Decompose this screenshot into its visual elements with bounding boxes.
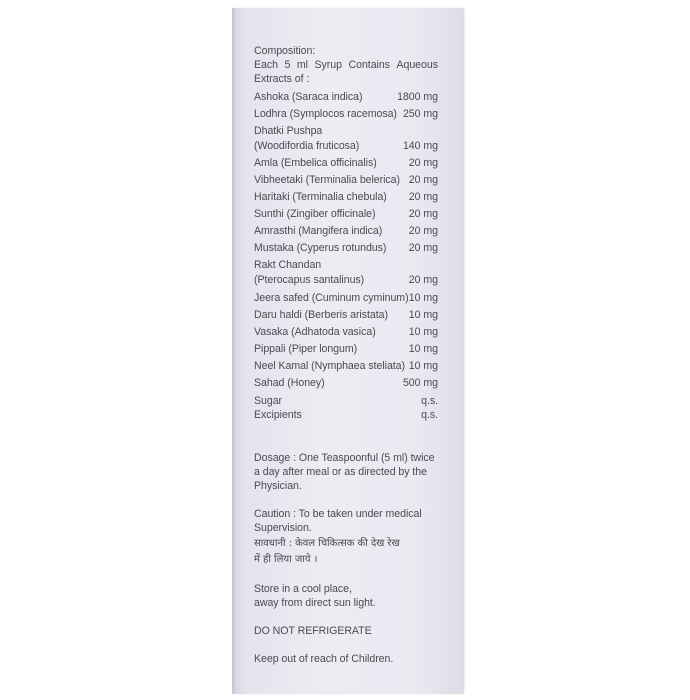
label-text-block [254, 44, 438, 666]
ingredient-row: (Pterocapus santalinus) 20 mg [254, 274, 438, 287]
carton-edge [232, 8, 237, 694]
ingredient-name-line1: Dhatki Pushpa [254, 124, 323, 137]
dosage-text: Dosage : One Teaspoonful (5 ml) twice a day after meal or as directed by the Physician. [254, 451, 435, 493]
caution-text: Caution : To be taken under medical Supervision. [254, 508, 422, 535]
ingredient-row: Amla (Embelica officinalis) 20 mg [254, 156, 438, 169]
ingredient-row: Sahad (Honey) 500 mg [254, 377, 438, 390]
composition-heading: Composition: [254, 45, 316, 57]
ingredient-row: Amrasthi (Mangifera indica) 20 mg [254, 225, 438, 238]
ingredient-row: Jeera safed (Cuminum cyminum) 10 mg [254, 291, 438, 304]
ingredient-row: Sunthi (Zingiber officinale) 20 mg [254, 208, 438, 221]
children-warning: Keep out of reach of Children. [254, 653, 394, 666]
ingredient-row: Ashoka (Saraca indica) 1800 mg [254, 90, 438, 103]
sugar-row: Sugar q.s. [254, 395, 438, 408]
ingredient-row: Mustaka (Cyperus rotundus) 20 mg [254, 242, 438, 255]
storage-text: Store in a cool place, away from direct sun light. [254, 582, 376, 609]
extracts-of-label: Extracts of : [254, 73, 310, 86]
ingredient-row: Daru haldi (Berberis aristata) 10 mg [254, 308, 438, 321]
ingredient-name-line1: Rakt Chandan [254, 259, 322, 272]
ingredient-row: Vibheetaki (Terminalia belerica) 20 mg [254, 173, 438, 186]
ingredient-row: Vasaka (Adhatoda vasica) 10 mg [254, 325, 438, 338]
hindi-caution-text: सावधानी : केवल चिकित्सक की देख रेख में ही लिया जाये । [254, 537, 400, 565]
ingredient-row: Neel Kamal (Nymphaea steliata) 10 mg [254, 359, 438, 372]
ingredient-list [254, 90, 438, 423]
ingredient-row: Haritaki (Terminalia chebula) 20 mg [254, 191, 438, 204]
ingredient-row: Lodhra (Symplocos racemosa) 250 mg [254, 107, 438, 120]
refrigerate-warning: DO NOT REFRIGERATE [254, 625, 372, 638]
excipients-row: Excipients q.s. [254, 409, 438, 422]
ingredient-row: Pippali (Piper longum) 10 mg [254, 342, 438, 355]
composition-intro: Each 5 ml Syrup Contains Aqueous [254, 59, 438, 72]
carton-side-panel [232, 8, 464, 694]
ingredient-row: (Woodifordia fruticosa) 140 mg [254, 139, 438, 152]
